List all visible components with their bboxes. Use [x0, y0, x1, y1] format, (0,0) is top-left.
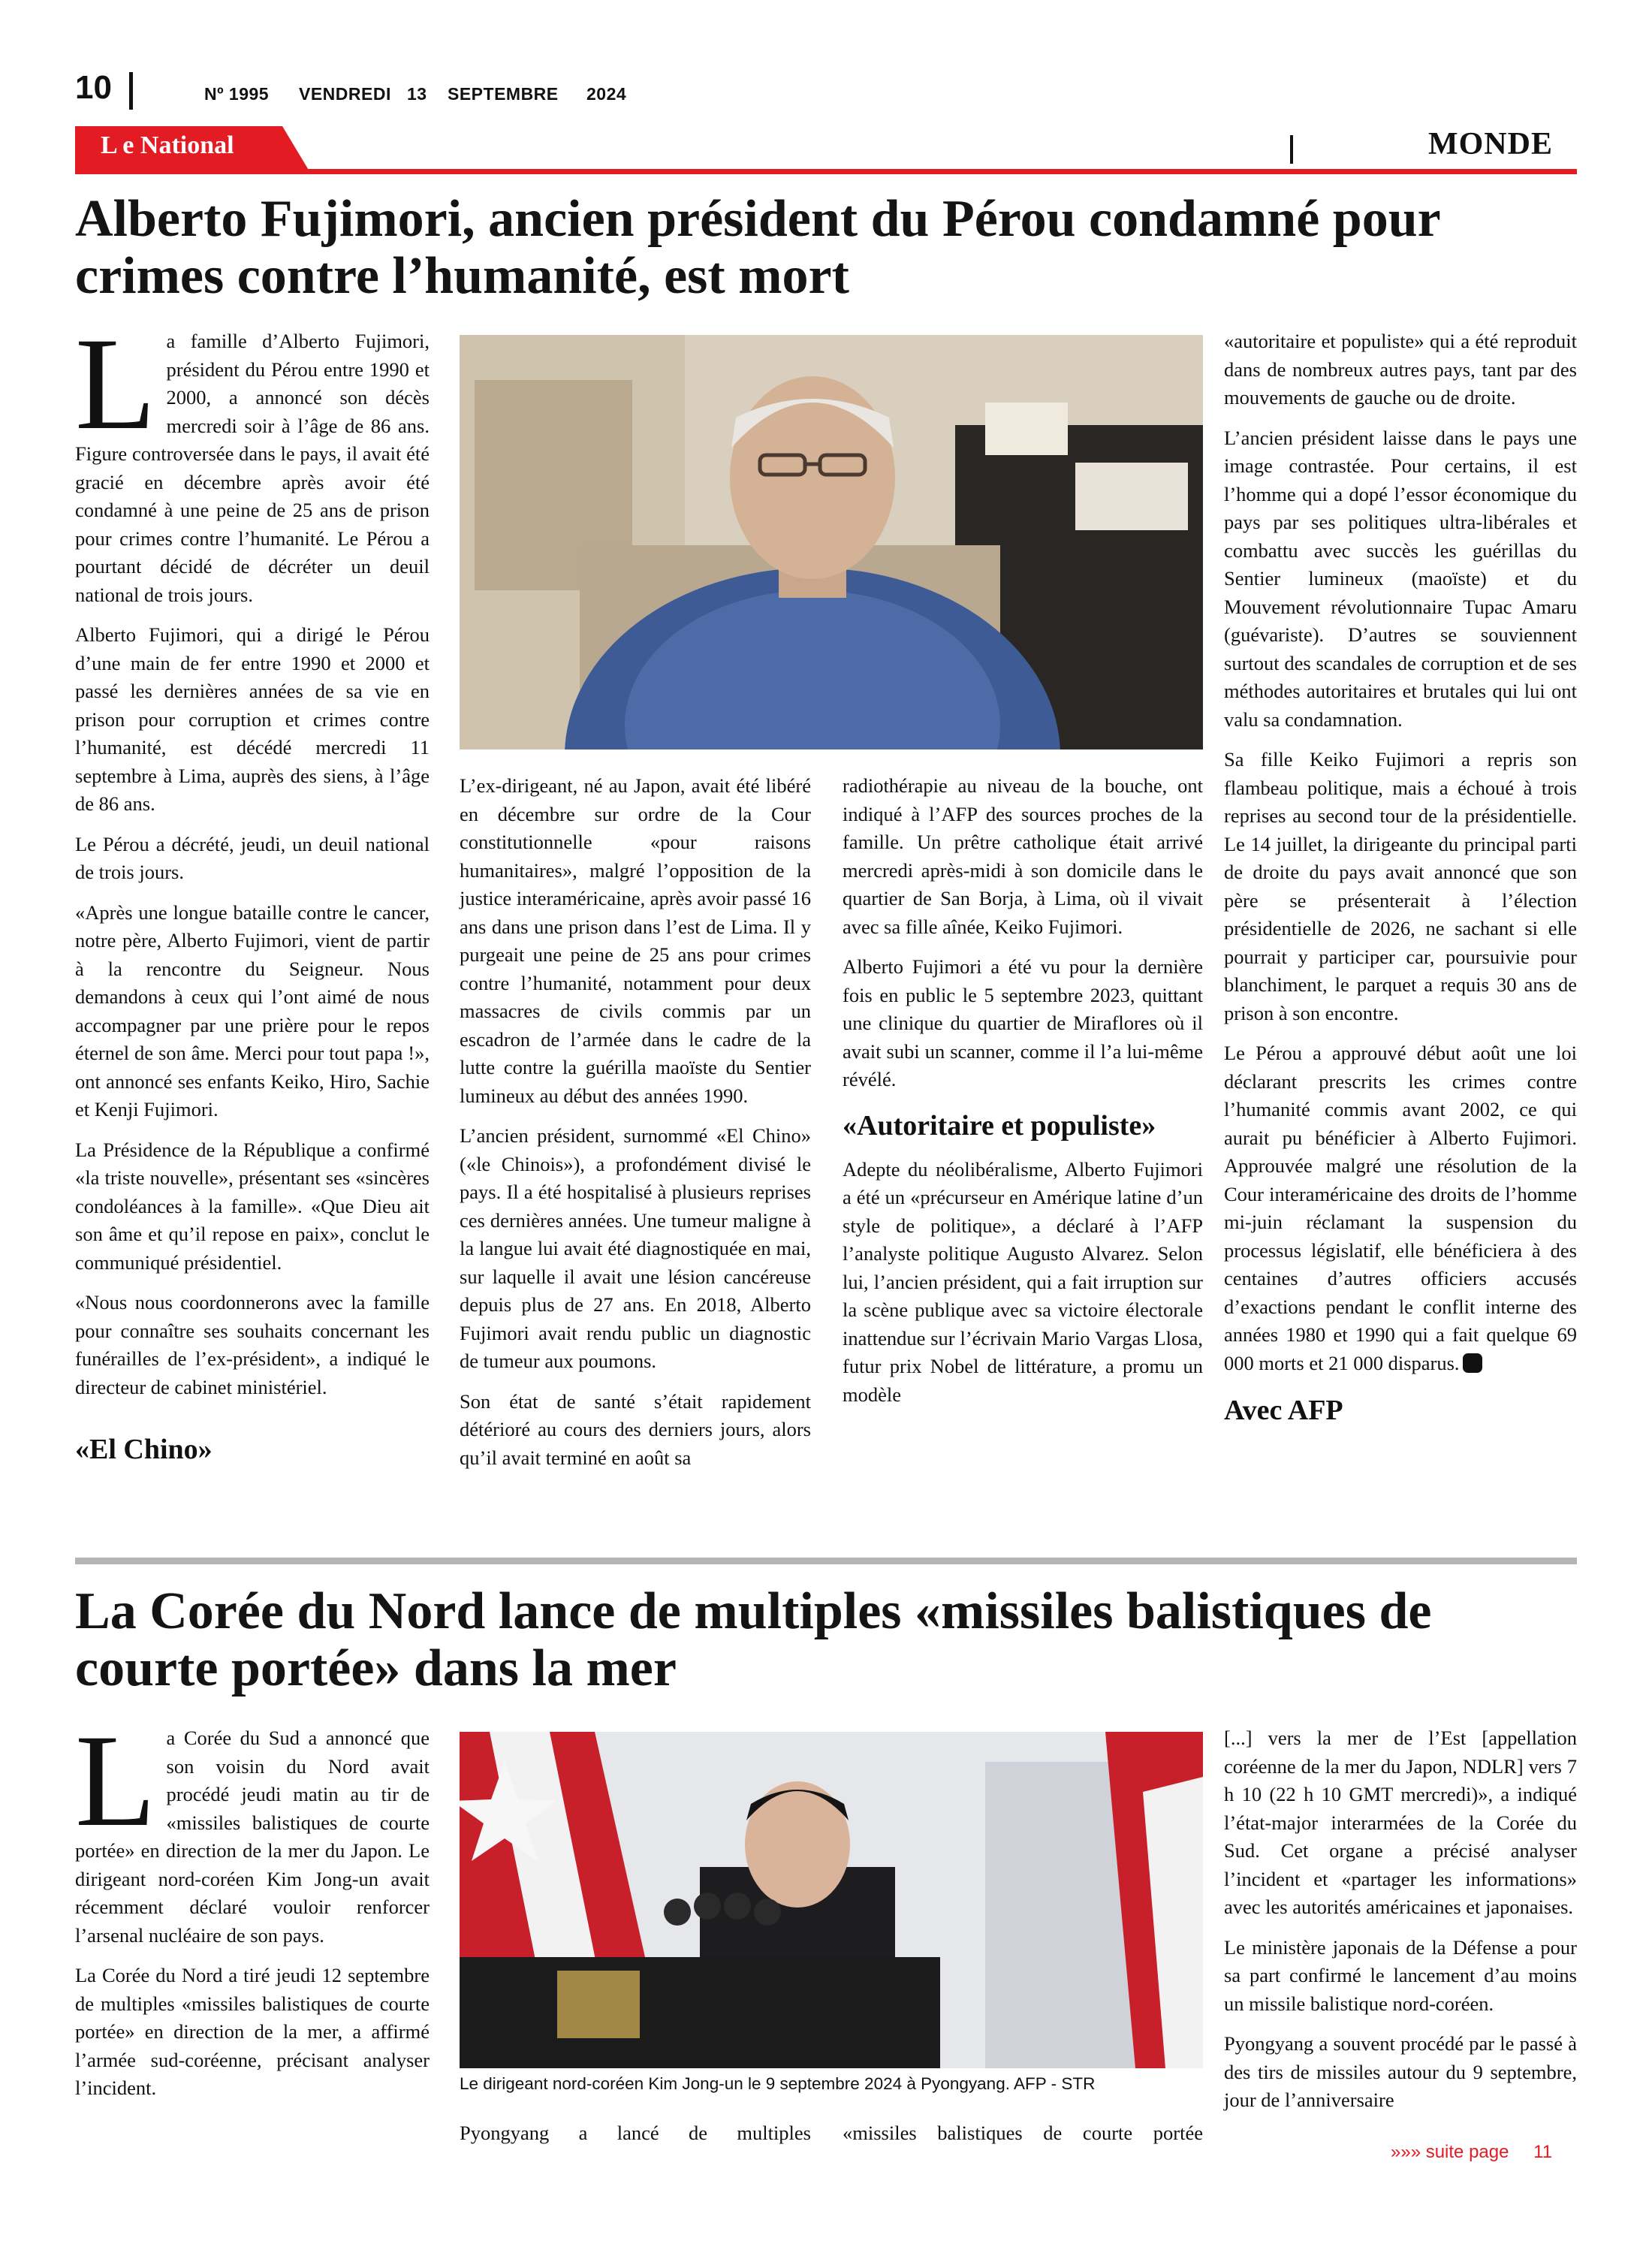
issue-number: Nº 1995 — [204, 84, 270, 104]
article1-paragraph: Adepte du néolibéralisme, Alberto Fujimori a été un «précurseur en Amérique latine d’un style de politique», a déclaré à l’AFP l’analyste politique Augusto Alvarez. Selon lui, l’ancien président, qui a fait irruption sur la scène publique avec sa victoire électorale inattendue sur l’écrivain Mario Vargas Llosa, futur prix Nobel de littérature, a promu un modèle — [843, 1157, 1203, 1406]
article1-last-paragraph-text: Le Pérou a approuvé début août une loi déclarant prescrits les crimes contre l’humanité commis avant 2002, ce qui aurait pu bénéficier à Alberto Fujimori. Approuvée malgré une résolution de la Cour interaméricaine des droits de l’homme mi-juin réclamant la suspension du processus législatif, elle bénéficiera à des centaines d’autres officiers accusés d’exactions pendant le conflit interne des années 1980 et 1990 qui a fait quelque 69 000 morts et 21 000 disparus. — [1224, 1042, 1577, 1374]
article2-paragraph: Pyongyang a lancé de multiples — [460, 2122, 811, 2144]
kim-photo-caption: Le dirigeant nord-coréen Kim Jong-un le 9 septembre 2024 à Pyongyang. AFP - STR — [460, 2074, 1096, 2093]
article2-paragraph: a Corée du Sud a annoncé que son voisin du Nord avait procédé jeudi matin au tir de «missiles balistiques de courte portée» en direction de la mer du Japon. Le dirigeant nord-coréen Kim Jong-un avait récemment déclaré vouloir renforcer l’arsenal nucléaire de son pays. — [75, 1727, 430, 1947]
article1-paragraph: L’ancien président, surnommé «El Chino» («le Chinois»), a profondément divisé le pays. Il a été hospitalisé à plusieurs reprises ces dernières années. Une tumeur maligne à la langue lui avait été diagnostiquée en mai, sur laquelle il avait une lésion cancéreuse depuis plus de 27 ans. En 2018, Alberto Fujimori avait rendu public un diagnostic de tumeur aux poumons. — [460, 1124, 811, 1372]
section-title: MONDE — [1428, 127, 1553, 161]
article2-paragraph: Le ministère japonais de la Défense a pour sa part confirmé le lancement d’au moins un missile balistique nord-coréen. — [1224, 1935, 1577, 2015]
fujimori-photo — [460, 335, 1203, 749]
issue-year: 2024 — [586, 84, 627, 104]
article1-paragraph: Son état de santé s’était rapidement détérioré au cours des derniers jours, alors qu’il avait terminé en août sa — [460, 1389, 811, 1469]
article2-column-1 — [75, 1708, 430, 2115]
article1-subhead-el-chino: «El Chino» — [75, 1434, 213, 1465]
article2-paragraph: La Corée du Nord a tiré jeudi 12 septembre de multiples «missiles balistiques de courte portée» en direction de la mer, a affirmé l’armée sud-coréenne, précisant analyser l’incident. — [75, 1964, 430, 2099]
article1-paragraph: Alberto Fujimori a été vu pour la dernière fois en public le 5 septembre 2023, quittant une clinique du quartier de Miraflores où il avait subi un scanner, comme il l’a lui-même révélé. — [843, 955, 1203, 1090]
article1-column-2 — [460, 772, 811, 1484]
article2-dropcap: L — [75, 1708, 156, 1854]
article1-headline: Alberto Fujimori, ancien président du Pérou condamné pour crimes contre l’humanité, est mort — [75, 190, 1440, 305]
article1-paragraph: «autoritaire et populiste» qui a été reproduit dans de nombreux autres pays, tant par des mouvements de gauche ou de droite. — [1224, 330, 1577, 409]
fujimori-photo-illustration — [460, 335, 1203, 749]
article1-paragraph-last — [1224, 1039, 1577, 1377]
issue-month: SEPTEMBRE — [448, 84, 559, 104]
article1-dropcap: L — [75, 311, 156, 457]
article1-paragraph: «Après une longue bataille contre le cancer, notre père, Alberto Fujimori, vient de partir à la rencontre du Seigneur. Nous demandons à ceux qui l’ont aimé de nous accompagner par une prière pour le repos éternel de son âme. Merci pour tout papa !», ont annoncé ses enfants Keiko, Hiro, Sachie et Kenji Fujimori. — [75, 900, 430, 1120]
article1-paragraph: Le Pérou a décrété, jeudi, un deuil national de trois jours. — [75, 832, 430, 883]
section-divider — [1290, 135, 1293, 164]
article1-paragraph: a famille d’Alberto Fujimori, président du Pérou entre 1990 et 2000, a annoncé son décès mercredi soir à l’âge de 86 ans. Figure controversée dans le pays, il avait été gracié en décembre après avoir été condamné à une peine de 25 ans de prison pour crimes contre l’humanité. Le Pérou a pourtant décidé de décréter un deuil national de trois jours. — [75, 330, 430, 606]
issue-day: VENDREDI — [299, 84, 391, 104]
article1-paragraph: L’ex-dirigeant, né au Japon, avait été libéré en décembre sur ordre de la Cour constitutionnelle «pour raisons humanitaires», malgré l’opposition de la justice interaméricaine, après avoir passé 16 ans dans une prison dans l’est de Lima. Il y purgeait une peine de 25 ans pour crimes contre l’humanité, notamment pour deux massacres de civils commis par un escadron de l’armée dans le cadre de la lutte contre la guérilla maoïste du Sentier lumineux au début des années 1990. — [460, 774, 811, 1107]
issue-date-day: 13 — [407, 84, 427, 104]
continued-on-page[interactable] — [1391, 2142, 1552, 2163]
article1-column-4 — [1224, 327, 1577, 1425]
article1-subhead-autoritaire: «Autoritaire et populiste» — [843, 1109, 1156, 1142]
article2-paragraph: [...] vers la mer de l’Est [appellation coréenne de la mer du Japon, NDLR] vers 7 h 10 (22 h 10 GMT mercredi)», a indiqué l’état-major interarmées de la Corée du Sud. Cet organe a précisé analyser l’incident et «partager les informations» avec les autorités américaines et japonaises. — [1224, 1727, 1577, 1918]
article2-paragraph: Pyongyang a souvent procédé par le passé à des tirs de missiles autour du 9 septembre, jour de l’anniversaire — [1224, 2032, 1577, 2111]
article1-column-1 — [75, 311, 430, 1479]
article2-paragraph: «missiles balistiques de courte portée — [843, 2122, 1203, 2144]
article2-column-2 — [460, 2119, 811, 2160]
article1-paragraph: radiothérapie au niveau de la bouche, ont indiqué à l’AFP des sources proches de la famille. Un prêtre catholique était arrivé mercredi après-midi à son domicile dans le quartier de San Borja, à Lima, où il vivait avec sa fille aînée, Keiko Fujimori. — [843, 774, 1203, 938]
article1-paragraph: Sa fille Keiko Fujimori a repris son flambeau politique, mais a échoué à trois reprises au second tour de la présidentielle. Le 14 juillet, la dirigeante du principal parti de droite du pays avait annoncé que son père se présenterait à l’élection présidentielle de 2026, ne sachant si elle pourrait y participer car, poursuivie pour blanchiment, le parquet a requis 30 ans de prison à son encontre. — [1224, 748, 1577, 1024]
continued-page-number: 11 — [1533, 2142, 1553, 2162]
article2-column-4 — [1224, 1724, 1577, 2127]
article1-paragraph: Alberto Fujimori, qui a dirigé le Pérou d’une main de fer entre 1990 et 2000 et passé les dernières années de sa vie en prison pour corruption et crimes contre l’humanité, est décédé mercredi 11 septembre à Lima, auprès des siens, à l’âge de 86 ans. — [75, 623, 430, 815]
article1-paragraph: «Nous nous coordonnerons avec la famille pour connaître ses souhaits concernant les funérailles de l’ex-président», a indiqué le directeur de cabinet ministériel. — [75, 1291, 430, 1398]
kim-jong-un-photo — [460, 1732, 1203, 2068]
page-number: 10 — [75, 69, 112, 106]
article1-credit: Avec AFP — [1224, 1395, 1343, 1426]
article1-paragraph: L’ancien président laisse dans le pays une image contrastée. Pour certains, il est l’homme qui a dopé l’essor économique du pays par ses politiques ultra-libérales et combattu avec succès les guérillas du Sentier lumineux (maoïste) et du Mouvement révolutionnaire Tupac Amaru (guévariste). D’autres se souviennent surtout des scandales de corruption et de ses méthodes autoritaires et brutales qui lui ont valu sa condamnation. — [1224, 426, 1577, 731]
article2-column-3 — [843, 2119, 1203, 2160]
page-number-divider — [129, 72, 133, 110]
article-separator — [75, 1558, 1577, 1564]
article1-paragraph: La Présidence de la République a confirmé «la triste nouvelle», présentant ses «sincères condoléances à la famille». «Que Dieu ait son âme et qu’il repose en paix», conclut le communiqué présidentiel. — [75, 1138, 430, 1274]
kim-jong-un-photo-illustration — [460, 1732, 1203, 2068]
article2-headline: La Corée du Nord lance de multiples «missiles balistiques de courte portée» dans la mer — [75, 1582, 1432, 1697]
article1-column-3 — [843, 772, 1203, 1421]
end-of-article-icon — [1463, 1353, 1482, 1373]
header-rule — [75, 169, 1577, 174]
continued-label: »»» suite page — [1391, 2142, 1509, 2162]
newspaper-name: L e National — [101, 131, 234, 159]
